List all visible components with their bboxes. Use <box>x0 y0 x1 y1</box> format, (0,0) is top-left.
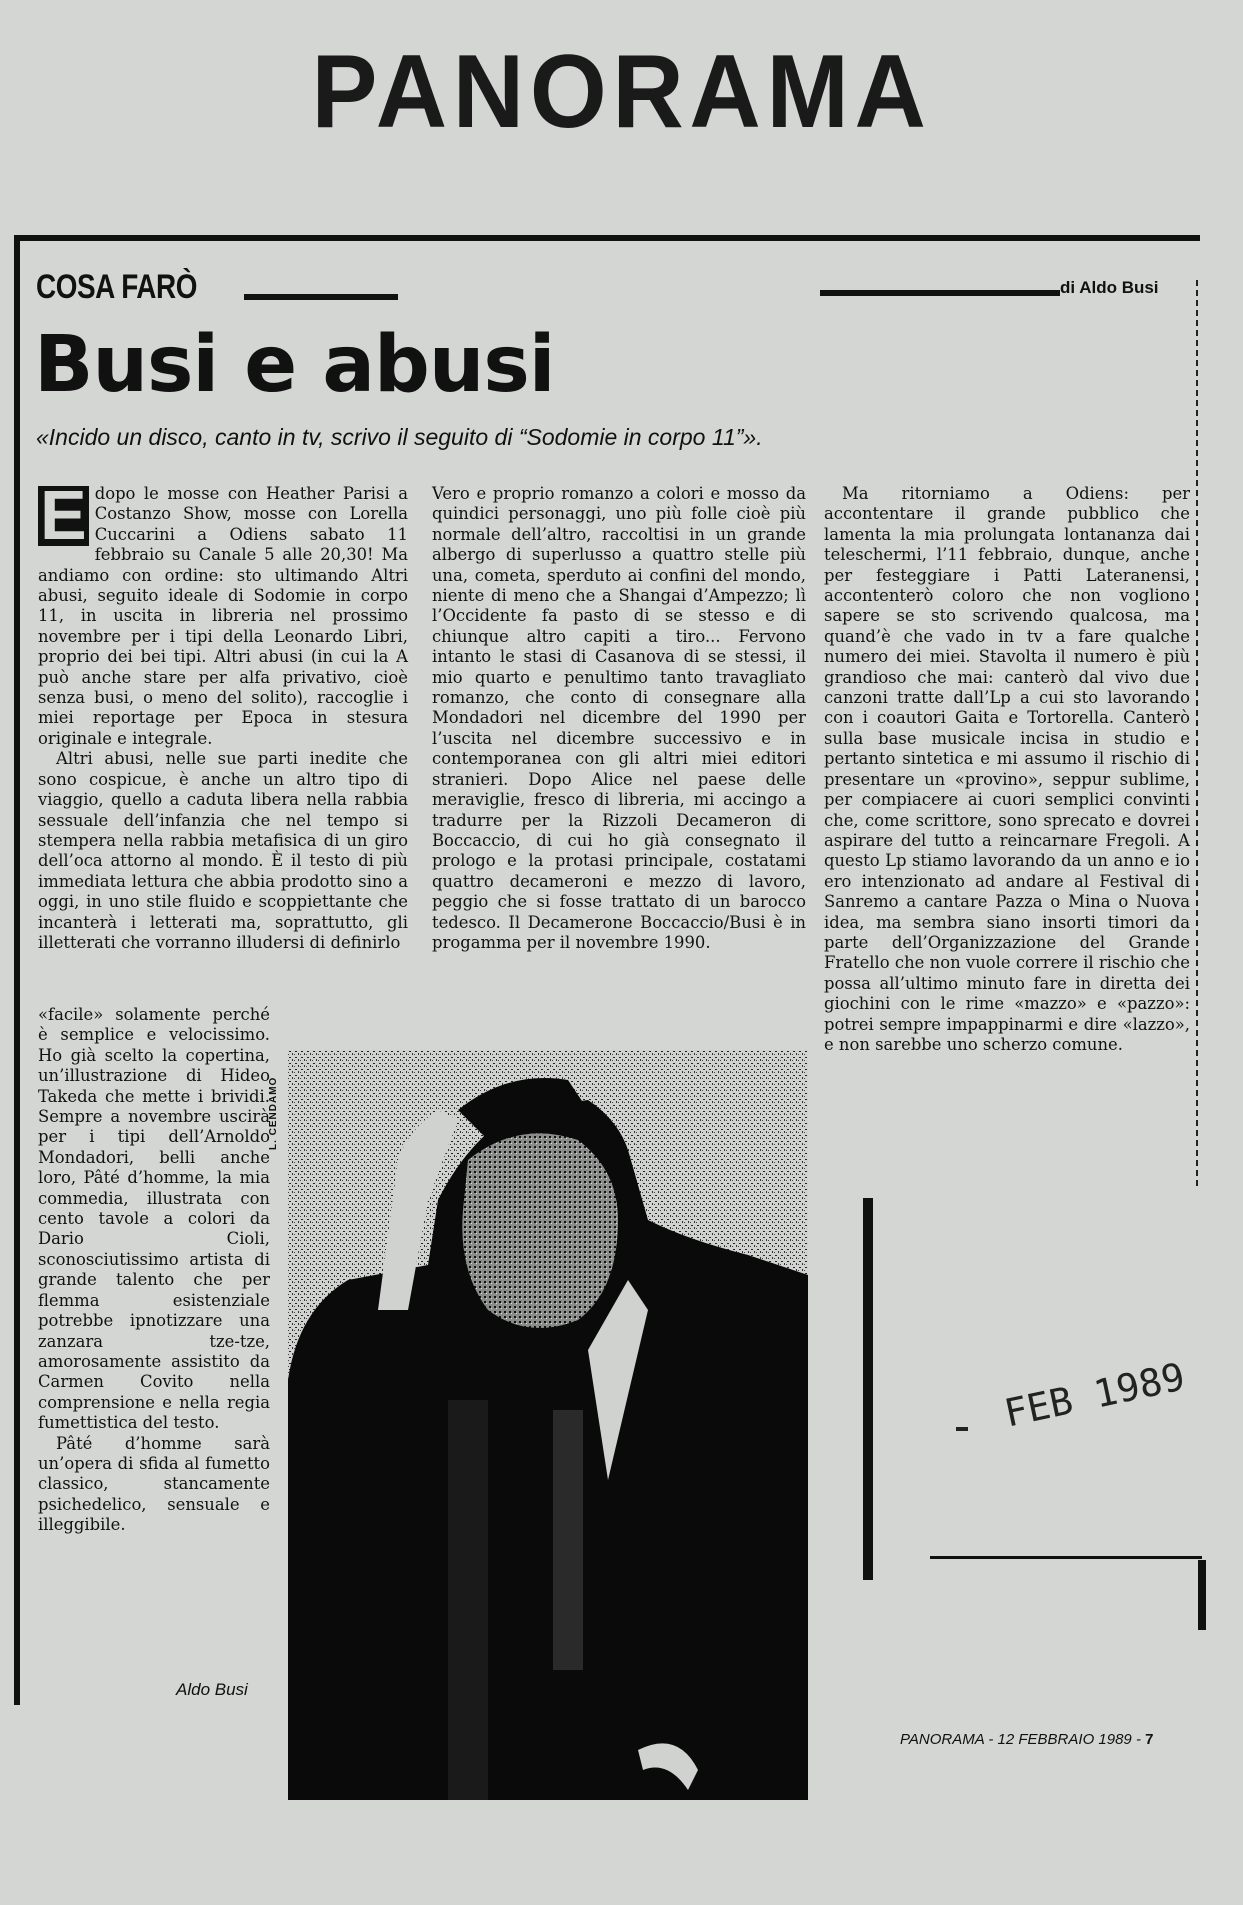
rubric-rule <box>244 294 398 300</box>
portrait-illustration <box>288 1050 808 1800</box>
paragraph: E dopo le mosse con Heather Parisi a Costanzo Show, mosse con Lorella Cuccarini a Odiens sabato 11 febbraio su Canale 5 alle 20,30! Ma andiamo con ordine: sto ultimando Altri abusi, seguito ideale di Sodomie in corpo 11, in uscita in libreria nel prossimo novembre per i tipi della Leonardo Libri, proprio dei bei tipi. Altri abusi (in cui la A può anche stare per alfa privativo, cioè senza busi, o meno del solito), raccoglie i miei reportage per Epoca in stesura originale e integrale. <box>38 476 408 748</box>
footer-separator: - <box>1135 1731 1146 1748</box>
drop-cap: E <box>40 476 87 554</box>
column-3 <box>824 484 1190 1055</box>
frame-left-rule <box>14 235 20 1705</box>
footer-date: 12 FEBBRAIO 1989 <box>997 1731 1132 1748</box>
byline: di Aldo Busi <box>1060 278 1159 297</box>
author-photo <box>288 1050 808 1800</box>
headline: Busi e abusi <box>34 320 555 410</box>
date-stamp: FEB 1989 <box>1000 1354 1189 1436</box>
paragraph: Altri abusi, nelle sue parti inedite che sono cospicue, è anche un altro tipo di viaggio, quello a caduta libera nella rabbia sessuale dell’infanzia che nel tempo si stempera nella rabbia metafisica di un giro dell’oca attorno al mondo. È il testo di più immediata lettura che abbia prodotto sino a oggi, in uno stile fluido e scoppiettante che incanterà i letterati ma, soprattutto, gli illetterati che vorranno illudersi di definirlo <box>38 749 408 952</box>
box-rule-left <box>863 1198 873 1580</box>
stamp-mark <box>956 1427 968 1431</box>
masthead-logo: PANORAMA <box>311 34 932 150</box>
photo-credit: L. CENDAMO <box>268 1076 279 1150</box>
section-rubric: COSA FARÒ <box>36 268 198 306</box>
column-2 <box>432 484 806 953</box>
box-rule-bottom <box>930 1556 1202 1559</box>
box-rule-right <box>1198 1560 1206 1630</box>
paragraph: Vero e proprio romanzo a colori e mosso da quindici personaggi, uno più folle cioè più normale dell’altro, raccoltisi in un grande albergo di superlusso a quattro stelle più una, cometa, sperduto ai confini del mondo, niente di meno che a Shangai d’Ampezzo; lì l’Occidente fa pasto di se stesso e di chiunque altro capiti a tiro... Fervono intanto le stasi di Casanova di se stessi, il mio quarto e penultimo tanto travagliato romanzo, che conto di consegnare alla Mondadori nel dicembre del 1990 per l’uscita nel dicembre successivo e in contemporanea con gli altri miei editori stranieri. Dopo Alice nel paese delle meraviglie, fresco di libreria, mi accingo a tradurre per la Rizzoli Decameron di Boccaccio, di cui ho già consegnato il prologo e la protasi principale, costatami quattro decameroni e mezzo di lavoro, peggio che si fosse trattato di un barocco tedesco. Il Decamerone Boccaccio/Busi è in progamma per il novembre 1990. <box>432 484 806 952</box>
byline-rule <box>820 290 1060 296</box>
footer-publication: PANORAMA <box>900 1731 985 1748</box>
footer-separator: - <box>988 1731 998 1748</box>
paragraph: «facile» solamente perché è semplice e velocissimo. Ho già scelto la copertina, un’illustrazione di Hideo Takeda che mette i brividi. Sempre a novembre uscirà per i tipi dell’Arnoldo Mondadori, belli anche loro, Pâté d’homme, la mia commedia, illustrata con cento tavole a colori da Dario Cioli, sconosciutissimo artista di grande talento che per flemma esistenziale potrebbe ipnotizzare una zanzara tze-tze, amorosamente assistito da Carmen Covito nella comprensione e nella regia fumettistica del testo. <box>38 1005 270 1433</box>
page-footer <box>900 1731 1153 1748</box>
column-1-continued <box>38 1005 270 1536</box>
frame-right-dotted-rule <box>1196 280 1198 1190</box>
page-number: 7 <box>1145 1731 1154 1748</box>
column-1 <box>38 476 408 953</box>
standfirst: «Incido un disco, canto in tv, scrivo il seguito di “Sodomie in corpo 11”». <box>36 424 763 450</box>
author-signature: Aldo Busi <box>176 1680 248 1699</box>
paragraph: Ma ritorniamo a Odiens: per accontentare il grande pubblico che lamenta la mia prolungata lontananza dai teleschermi, l’11 febbraio, dunque, anche per festeggiare i Patti Lateranensi, accontenterò coloro che non vogliono sapere se sto scrivendo qualcosa, ma quand’è che vado in tv a fare qualche numero dei miei. Stavolta il numero è più grandioso che mai: canterò dal vivo due canzoni tratte dall’Lp a cui sto lavorando con i coautori Gaita e Tortorella. Canterò sulla base musicale incisa in studio e pertanto sintetica e mi assumo il rischio di presentare un «provino», seppur sublime, per compiacere ai cuori semplici convinti che, come scrittore, sono sprecato e dovrei aspirare del tutto a reincarnare Fregoli. A questo Lp stiamo lavorando da un anno e io ero intenzionato ad andare al Festival di Sanremo a cantare Pazza o Mina o Nuova idea, ma sembra siano insorti timori da parte dell’Organizzazione del Grande Fratello che non vuole correre il rischio che possa all’ultimo minuto fare in diretta dei giochini con le rime «mazzo» e «pazzo»: potrei sempre impappinarmi e dire «lazzo», e non sarebbe uno scherzo comune. <box>824 484 1190 1054</box>
frame-top-rule <box>14 235 1200 241</box>
paragraph: Pâté d’homme sarà un’opera di sfida al fumetto classico, stancamente psichedelico, sensuale e illeggibile. <box>38 1433 270 1535</box>
